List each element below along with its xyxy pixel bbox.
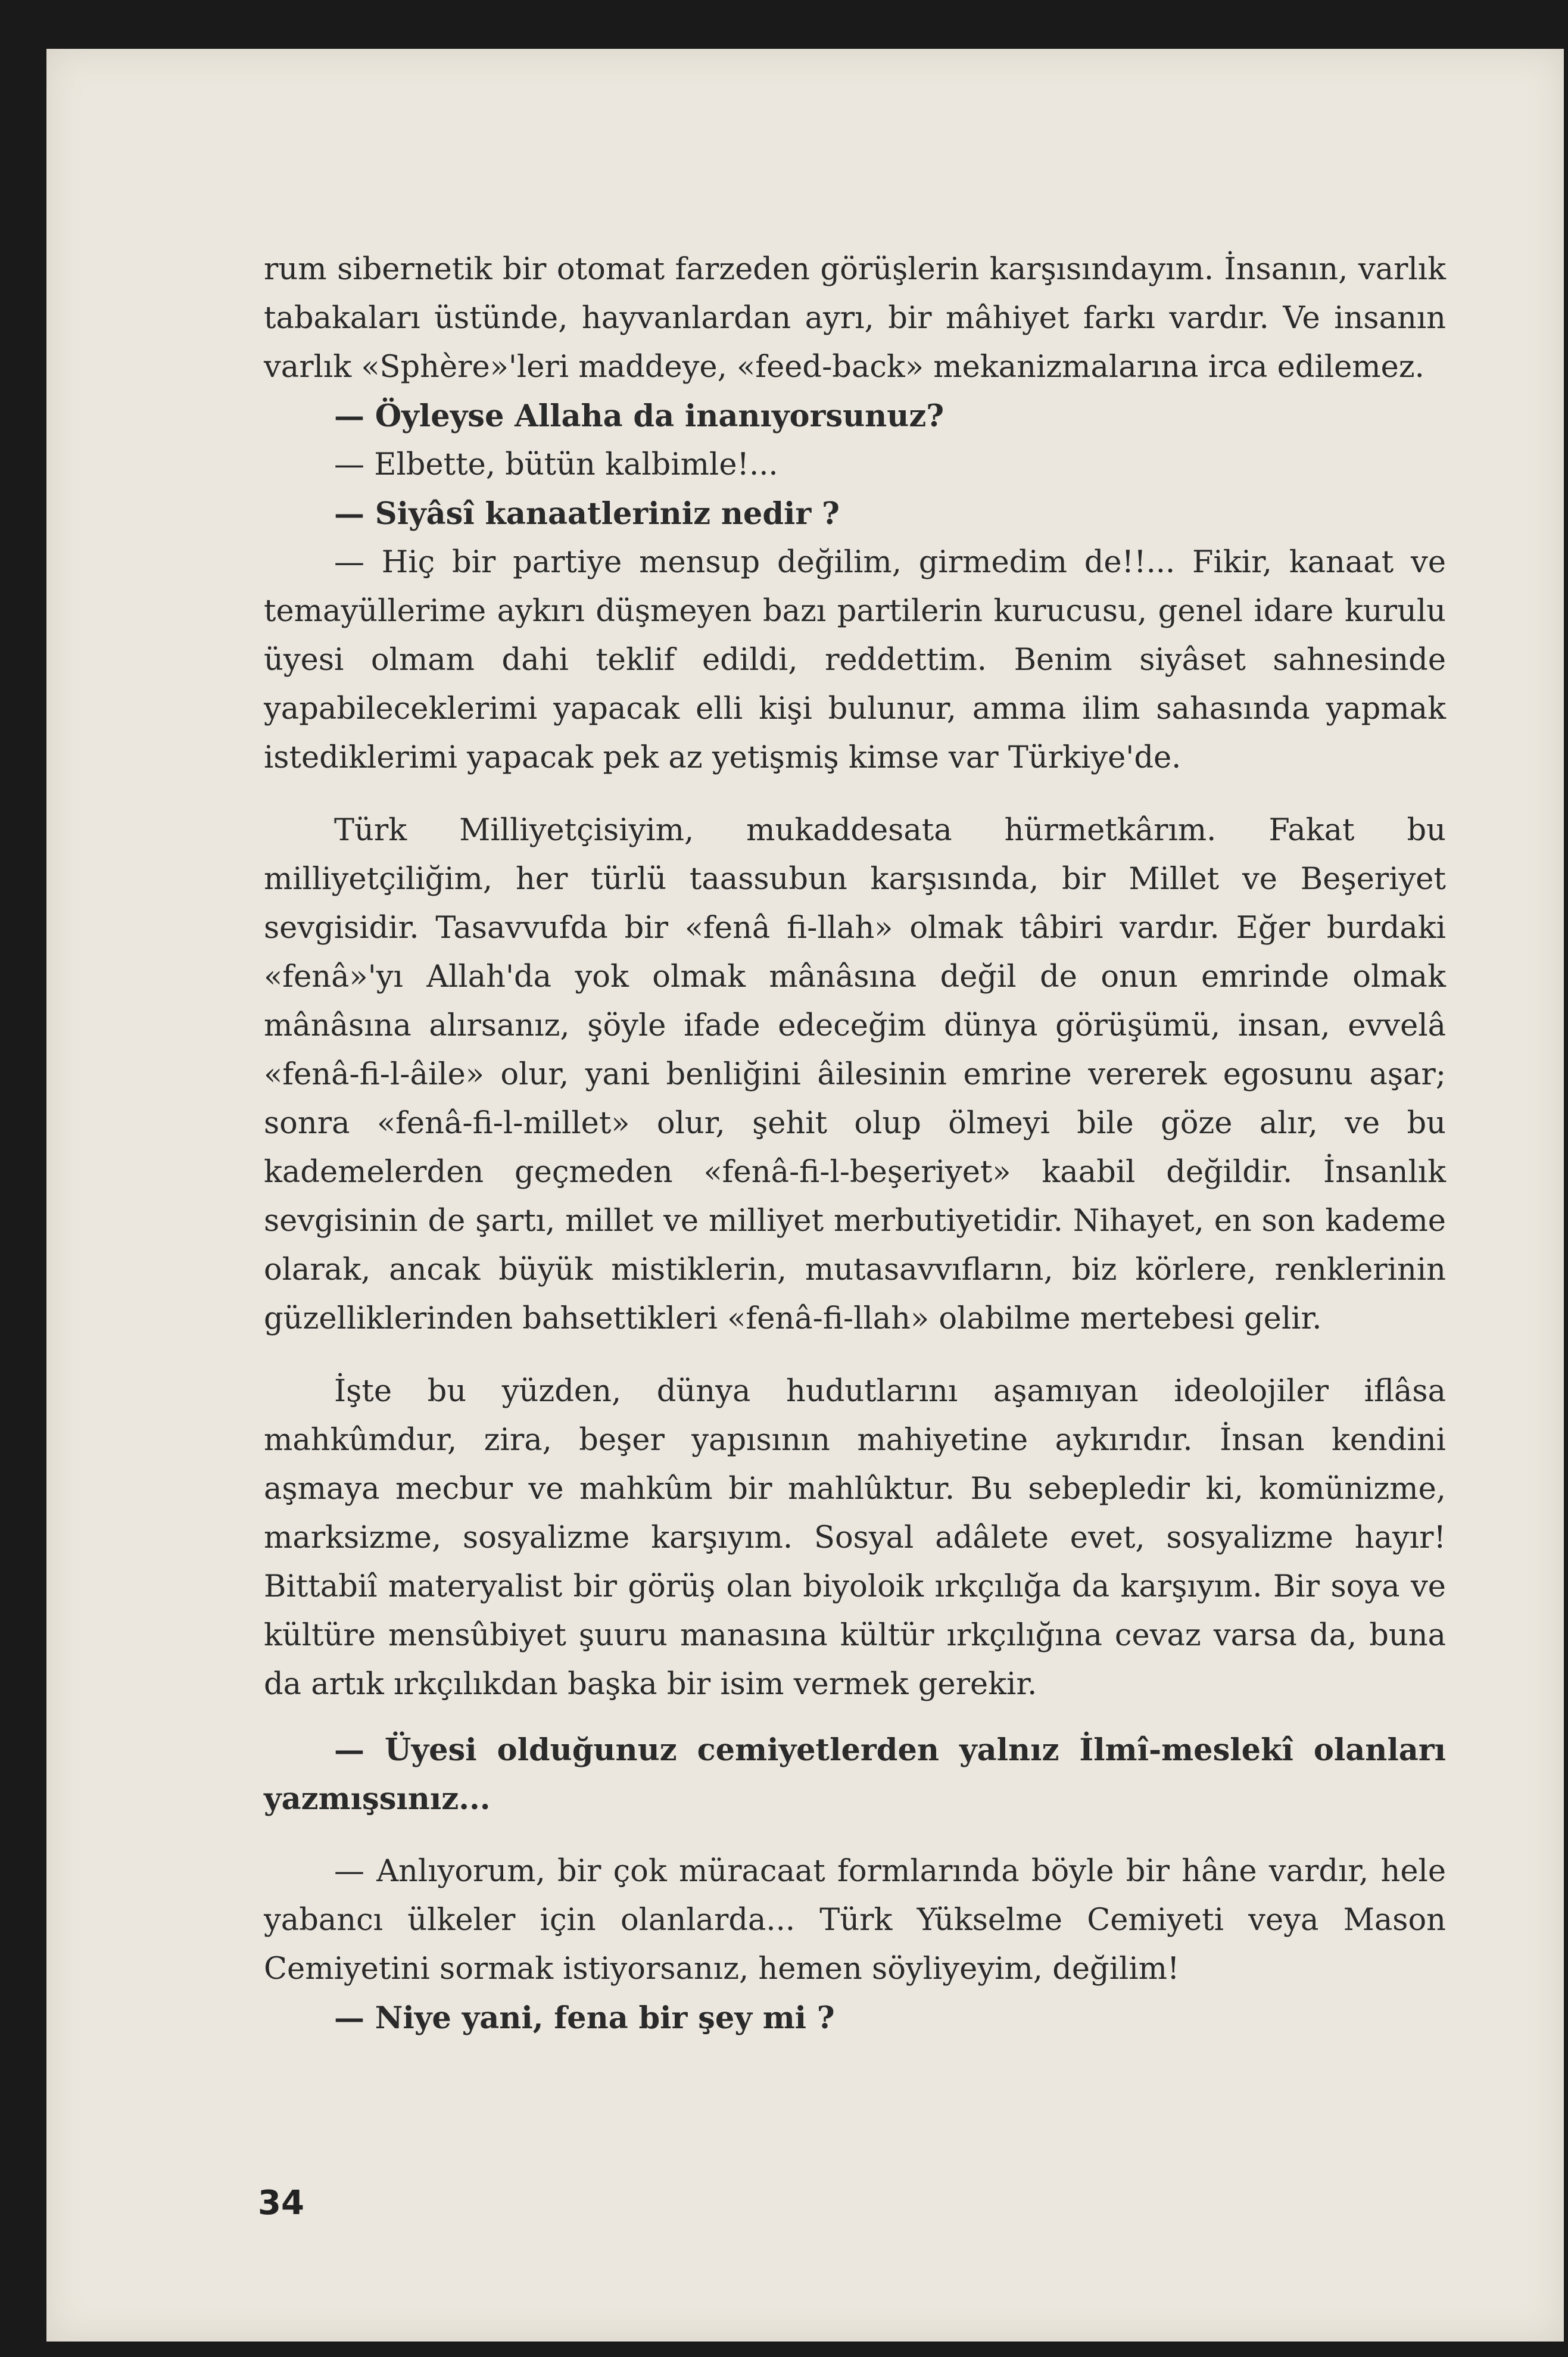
page-body — [264, 245, 1446, 2043]
paragraph-nationalism: Türk Milliyetçisiyim, mukaddesata hürmetkârım. Fakat bu milliyetçiliğim, her türlü taassubun karşısında, bir Millet ve Beşeriyet sevgisidir. Tasavvufda bir «fenâ fi-llah» olmak tâbiri vardır. Eğer burdaki «fenâ»'yı Allah'da yok olmak mânâsına değil de onun emrinde olmak mânâsına alırsanız, şöyle ifade edeceğim dünya görüşümü, insan, evvelâ «fenâ-fi-l-âile» olur, yani benliğini âilesinin emrine vererek egosunu aşar; sonra «fenâ-fi-l-millet» olur, şehit olup ölmeyi bile göze alır, ve bu kademelerden geçmeden «fenâ-fi-l-beşeriyet» kaabil değildir. İnsanlık sevgisinin de şartı, millet ve milliyet merbutiyetidir. Nihayet, en son kademe olarak, ancak büyük mistiklerin, mutasavvıfların, biz körlere, renklerinin güzelliklerinden bahsettikleri «fenâ-fi-llah» olabilme mertebesi gelir. — [264, 813, 1446, 1336]
book-page — [46, 49, 1564, 2342]
answer-politics: — Hiç bir partiye mensup değilim, girmedim de!!... Fikir, kanaat ve temayüllerime aykırı düşmeyen bazı partilerin kurucusu, genel idare kurulu üyesi olmam dahi teklif edildi, reddettim. Benim siyâset sahnesinde yapabileceklerimi yapacak elli kişi bulunur, amma ilim sahasında yapmak istediklerimi yapacak pek az yetişmiş kimse var Türkiye'de. — [264, 545, 1446, 775]
paragraph-intro: rum sibernetik bir otomat farzeden görüşlerin karşısındayım. İnsanın, varlık tabakaları üstünde, hayvanlardan ayrı, bir mâhiyet farkı vardır. Ve insanın varlık «Sphère»'leri maddeye, «feed-back» mekanizmalarına irca edilemez. — [264, 252, 1446, 385]
answer-belief: — Elbette, bütün kalbimle!... — [334, 447, 778, 482]
question-societies: — Üyesi olduğunuz cemiyetlerden yalnız İlmî-meslekî olanları yazmışsınız... — [264, 1732, 1446, 1817]
answer-societies: — Anlıyorum, bir çok müracaat formlarında böyle bir hâne vardır, hele yabancı ülkeler için olanlarda... Türk Yükselme Cemiyeti veya Mason Cemiyetini sormak istiyorsanız, hemen söyliyeyim, değilim! — [264, 1854, 1446, 1987]
question-politics: — Siyâsî kanaatleriniz nedir ? — [334, 496, 840, 532]
question-belief: — Öyleyse Allaha da inanıyorsunuz? — [334, 398, 944, 434]
paragraph-ideologies: İşte bu yüzden, dünya hudutlarını aşamıyan ideolojiler iflâsa mahkûmdur, zira, beşer yapısının mahiyetine aykırıdır. İnsan kendini aşmaya mecbur ve mahkûm bir mahlûktur. Bu sebepledir ki, komünizme, marksizme, sosyalizme karşıyım. Sosyal adâlete evet, sosyalizme hayır! Bittabiî materyalist bir görüş olan biyoloik ırkçılığa da karşıyım. Bir soya ve kültüre mensûbiyet şuuru manasına kültür ırkçılığına cevaz varsa da, buna da artık ırkçılıkdan başka bir isim vermek gerekir. — [264, 1374, 1446, 1702]
page-number: 34 — [258, 2184, 304, 2222]
question-why: — Niye yani, fena bir şey mi ? — [334, 2000, 835, 2036]
